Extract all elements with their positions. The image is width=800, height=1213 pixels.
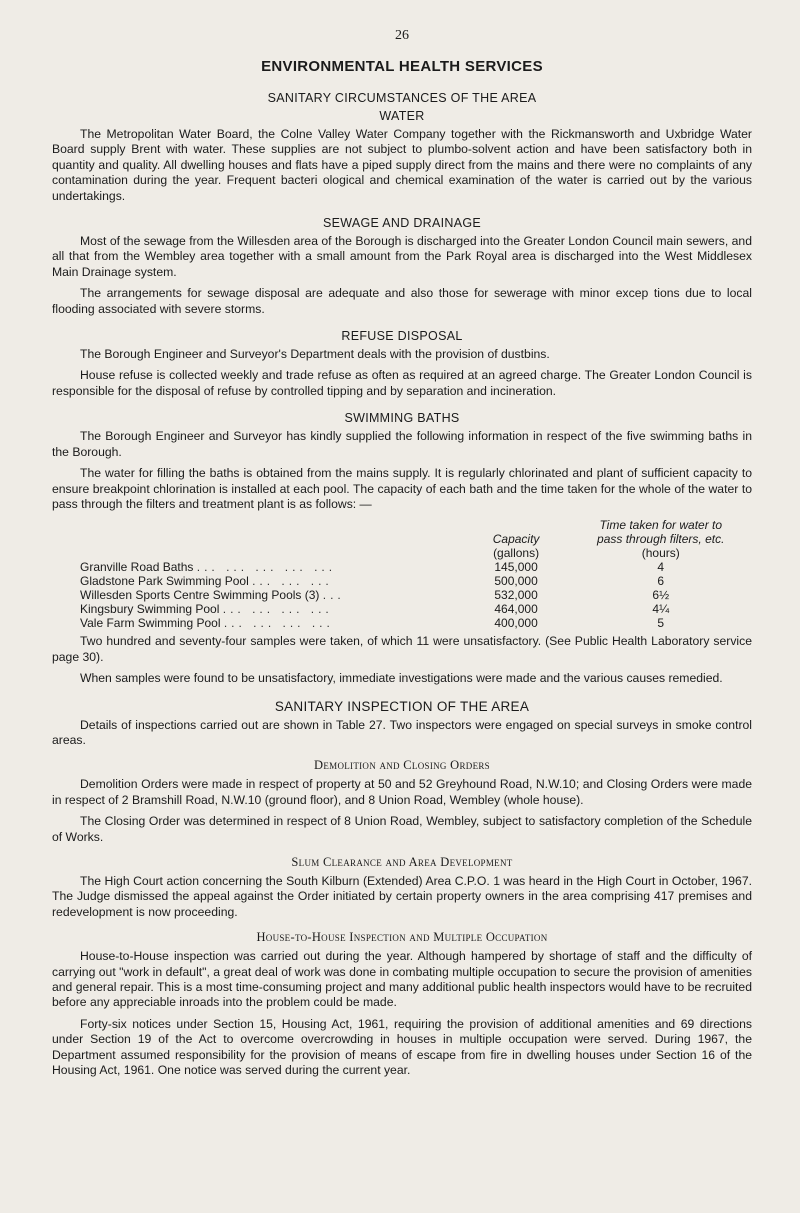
bath-time: 6 <box>657 574 665 589</box>
section-slum-clearance <box>52 855 752 920</box>
subsection-heading: Slum Clearance and Area Development <box>291 854 513 869</box>
capacity-header: Capacity <box>492 532 540 547</box>
paragraph: The water for filling the baths is obtained from the mains supply. It is regularly chlorinated and plant of sufficient capacity to ensure breakpoint chlorination is installed at each pool. The capacity of each bath and the time taken for the whole of the water to pass through the filters and treatment plant is as follows: — <box>52 466 752 511</box>
section-heading: SANITARY CIRCUMSTANCES OF THE AREA <box>267 91 537 105</box>
paragraph: House refuse is collected weekly and trade refuse as often as required at an agreed charge. The Greater London Council is responsible for the disposal of refuse by controlled tipping and by separation and incineration. <box>52 368 752 398</box>
section-swimming-baths <box>52 411 752 686</box>
paragraph: Two hundred and seventy-four samples were taken, of which 11 were unsatisfactory. (See Public Health Laboratory service page 30). <box>52 634 752 664</box>
paragraph: The arrangements for sewage disposal are adequate and also those for sewerage with minor excep tions due to local flooding associated with severe storms. <box>52 286 752 316</box>
paragraph: The Closing Order was determined in respect of 8 Union Road, Wembley, subject to satisfactory completion of the Schedule of Works. <box>52 814 752 844</box>
bath-capacity: 532,000 <box>494 588 538 603</box>
page-title: ENVIRONMENTAL HEALTH SERVICES <box>261 58 543 75</box>
paragraph: The Borough Engineer and Surveyor has kindly supplied the following information in respect of the five swimming baths in the Borough. <box>52 429 752 459</box>
section-demolition <box>52 758 752 845</box>
section-sewage <box>52 216 752 317</box>
bath-name: Kingsbury Swimming Pool <box>80 602 220 617</box>
table-row <box>52 574 752 588</box>
section-heading: SANITARY INSPECTION OF THE AREA <box>274 698 530 714</box>
table-row <box>52 560 752 574</box>
bath-name: Vale Farm Swimming Pool <box>80 616 221 631</box>
bath-name: Willesden Sports Centre Swimming Pools (3) <box>80 588 320 603</box>
bath-time: 4¼ <box>652 602 670 617</box>
subsection-heading: House-to-House Inspection and Multiple Occupation <box>256 930 548 945</box>
table-header-row <box>52 532 752 546</box>
paragraph: The Metropolitan Water Board, the Colne Valley Water Company together with the Rickmansworth and Uxbridge Water Board supply Brent with water. These supplies are not subject to plumbo-solvent action and have been satisfactory both in quantity and quality. All dwelling houses and flats have a piped supply direct from the mains and there were no complaints of any contamination during the year. Frequent bacteri ological and chemical examination of the water is carried out by the various undertakings. <box>52 127 752 203</box>
paragraph: The Borough Engineer and Surveyor's Department deals with the provision of dustbins. <box>80 347 550 362</box>
paragraph: The High Court action concerning the South Kilburn (Extended) Area C.P.O. 1 was heard in the High Court in October, 1967. The Judge dismissed the appeal against the Order initiated by certain property owners in the area comprising 417 premises and redevelopment is now proceeding. <box>52 873 752 919</box>
time-unit: (hours) <box>641 546 680 561</box>
baths-table <box>52 518 752 630</box>
paragraph: Forty-six notices under Section 15, Housing Act, 1961, requiring the provision of additional amenities and 69 directions under Section 19 of the Act to overcome overcrowding in houses in multiple occupation were served. During 1967, the Department assumed responsibility for the provision of means of escape from fire in dwelling houses under Section 16 of the Housing Act, 1961. One notice was served during the current year. <box>52 1016 752 1078</box>
bath-name: Granville Road Baths <box>80 560 194 575</box>
section-sanitary-inspection <box>52 699 752 749</box>
section-sanitary-circumstances <box>52 91 752 204</box>
section-heading: REFUSE DISPOSAL <box>341 329 463 344</box>
page-number: 26 <box>395 28 409 43</box>
bath-capacity: 500,000 <box>494 574 538 589</box>
table-header-row <box>52 518 752 532</box>
table-row <box>52 616 752 630</box>
dot-leader: ... ... ... ... <box>223 616 334 631</box>
section-house-inspection <box>52 930 752 1078</box>
dot-leader: ... <box>322 588 345 603</box>
capacity-unit: (gallons) <box>493 546 540 561</box>
table-row <box>52 602 752 616</box>
section-heading: SWIMMING BATHS <box>344 411 460 426</box>
table-header-row <box>52 546 752 560</box>
time-header: Time taken for water to <box>599 518 723 533</box>
bath-time: 6½ <box>652 588 670 603</box>
subsection-heading: WATER <box>379 109 425 123</box>
subsection-heading: Demolition and Closing Orders <box>314 758 490 773</box>
dot-leader: ... ... ... <box>252 574 333 589</box>
bath-time: 4 <box>657 560 665 575</box>
paragraph: Most of the sewage from the Willesden area of the Borough is discharged into the Greater London Council main sewers, and all that from the Wembley area together with a small amount from the Park Royal area is discharged into the West Middlesex Main Drainage system. <box>52 234 752 279</box>
table-row <box>52 588 752 602</box>
dot-leader: ... ... ... ... ... <box>196 560 337 575</box>
bath-capacity: 464,000 <box>494 602 538 617</box>
bath-time: 5 <box>657 616 665 631</box>
paragraph: Details of inspections carried out are shown in Table 27. Two inspectors were engaged on special surveys in smoke control areas. <box>52 717 752 747</box>
paragraph: House-to-House inspection was carried out during the year. Although hampered by shortage of staff and the difficulty of carrying out "work in default", a great deal of work was done in combating multiple occupation to secure the provision of amenities and general repair. This is a most time-consuming project and many additional public health inspectors would have to be recruited before any appreciable inroads into the problem could be made. <box>52 949 752 1010</box>
bath-capacity: 145,000 <box>494 560 538 575</box>
section-refuse <box>52 329 752 399</box>
section-heading: SEWAGE AND DRAINAGE <box>322 216 482 231</box>
bath-name: Gladstone Park Swimming Pool <box>80 574 249 589</box>
paragraph: When samples were found to be unsatisfactory, immediate investigations were made and the various causes remedied. <box>80 671 723 686</box>
paragraph: Demolition Orders were made in respect of property at 50 and 52 Greyhound Road, N.W.10; and Closing Orders were made in respect of 2 Bramshill Road, N.W.10 (ground floor), and 8 Union Road, Wembley (whole house). <box>52 777 752 807</box>
dot-leader: ... ... ... ... <box>222 602 333 617</box>
bath-capacity: 400,000 <box>494 616 538 631</box>
time-header: pass through filters, etc. <box>597 532 725 547</box>
